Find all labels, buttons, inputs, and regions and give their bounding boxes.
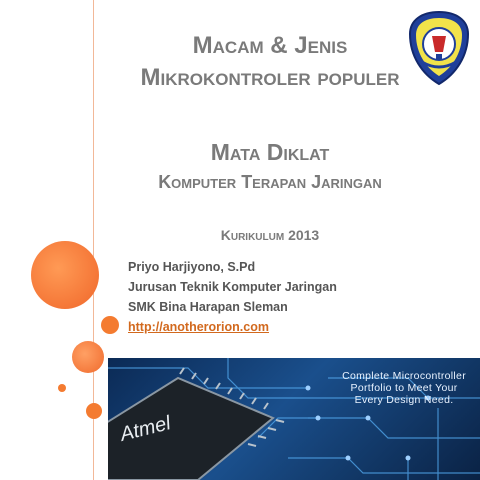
author-name: Priyo Harjiyono, S.Pd <box>128 260 256 274</box>
tagline-line-3: Every Design Need. <box>354 394 454 406</box>
author-website-link[interactable]: http://anotherorion.com <box>128 320 269 334</box>
decorative-circle-small <box>101 316 119 334</box>
decorative-circle-medium <box>72 341 104 373</box>
chip-brand-logo: Atmel <box>117 412 173 446</box>
banner-tagline <box>342 370 466 406</box>
presentation-title <box>110 30 430 94</box>
decorative-circle-tiny <box>58 384 66 392</box>
subject-label: Mata Diklat <box>210 139 330 165</box>
subject-name: Komputer Terapan Jaringan <box>158 172 382 192</box>
subject-block <box>110 137 430 197</box>
author-info <box>128 257 337 337</box>
microcontroller-banner-image <box>108 358 480 480</box>
title-line-2: Mikrokontroler populer <box>140 64 400 91</box>
tagline-line-2: Portfolio to Meet Your <box>350 382 458 394</box>
author-school: SMK Bina Harapan Sleman <box>128 300 288 314</box>
tagline-line-1: Complete Microcontroller <box>342 370 466 382</box>
curriculum-label: Kurikulum 2013 <box>220 227 320 243</box>
decorative-circle-small-2 <box>86 403 102 419</box>
decorative-circle-large <box>31 241 99 309</box>
title-line-1: Macam & Jenis <box>192 32 348 59</box>
author-department: Jurusan Teknik Komputer Jaringan <box>128 280 337 294</box>
